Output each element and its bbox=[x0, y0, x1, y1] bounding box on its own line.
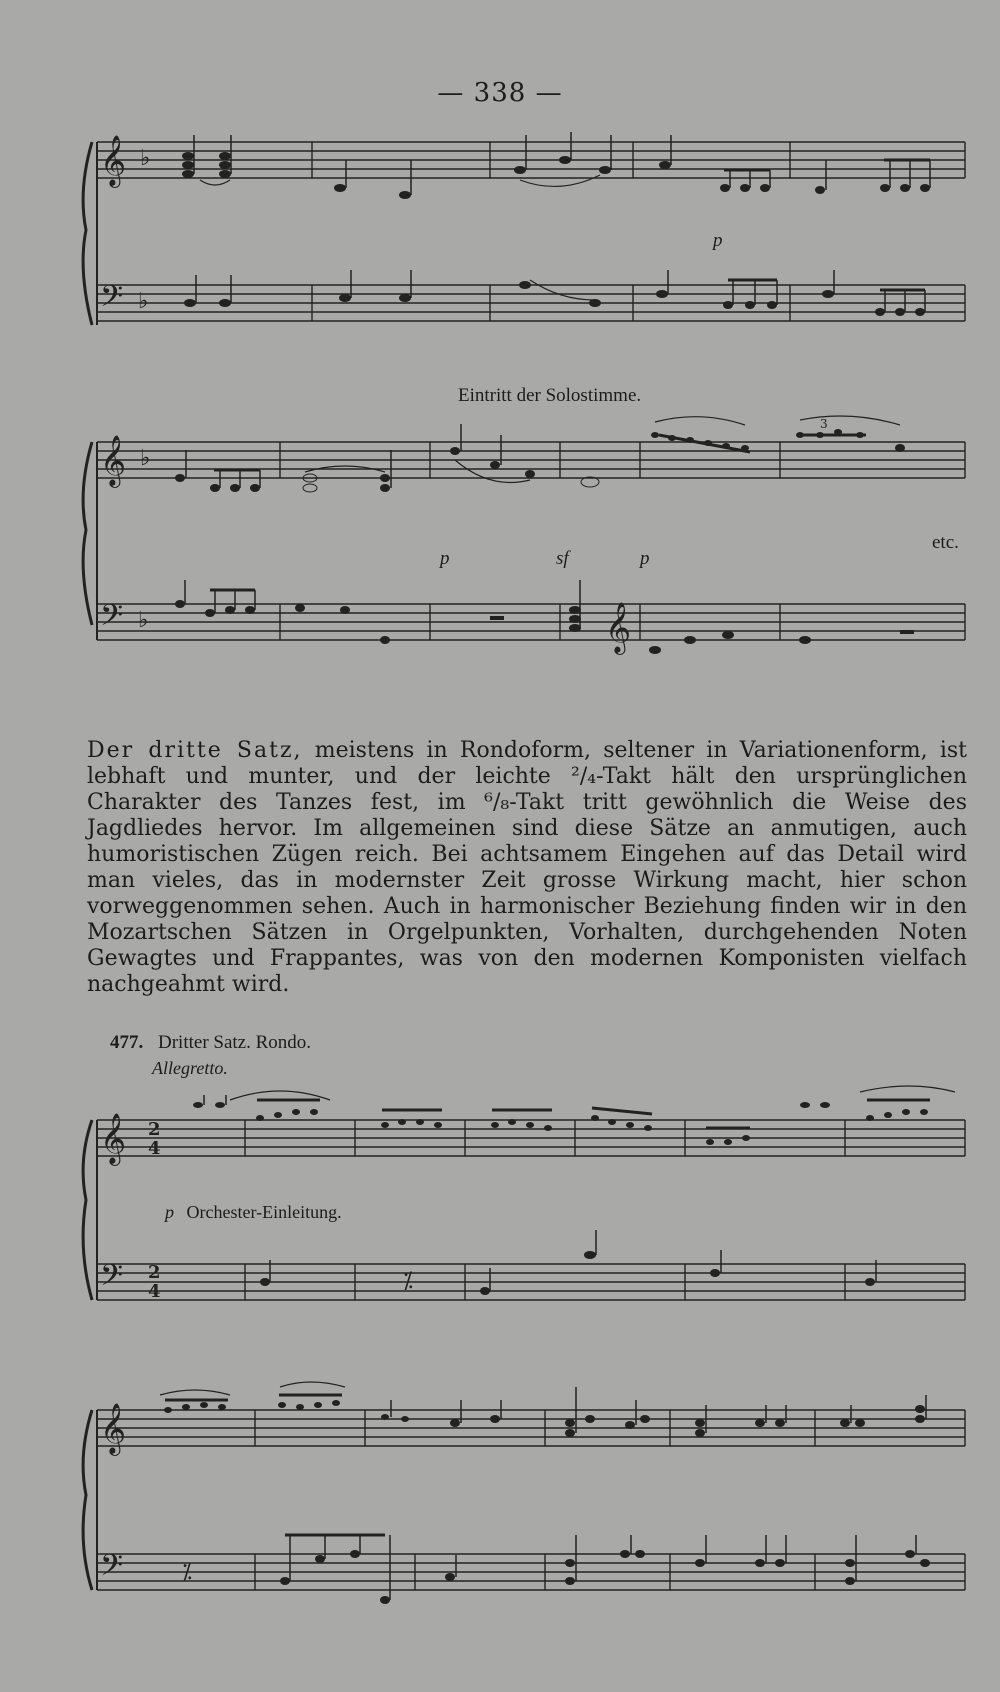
tempo-marking: Allegretto. bbox=[152, 1058, 228, 1078]
svg-text:⁒: ⁒ bbox=[403, 1269, 413, 1294]
score-system-4-svg bbox=[0, 1395, 1000, 1605]
dynamic-p-1: p bbox=[713, 230, 723, 251]
paragraph-text: meistens in Rondoform, seltener in Variationenform, ist lebhaft und munter, und der leichte ²/₄-Takt hält den ursprünglichen Charakter des Tanzes fest, im ⁶/₈-Takt tritt gewöhnlich die Weise des Jagdliedes hervor. Im allgemeinen sind diese Sätze an anmutigen, auch humoristischen Zügen reich. Bei achtsamem Eingehen auf das Detail wird man vieles, das in modernster Zeit grosse Wirkung macht, hier schon vorweggenommen sehen. Auch in harmonischer Beziehung finden wir in den Mozartschen Sätzen in Orgelpunkten, Vorhalten, durchgehenden Noten Gewagtes und Frappantes, was von den modernen Komponisten vielfach nachgeahmt wird. bbox=[87, 738, 967, 997]
score-system-1-svg bbox=[0, 130, 1000, 350]
svg-text:𝄞: 𝄞 bbox=[100, 135, 127, 186]
svg-text:2: 2 bbox=[148, 1262, 161, 1283]
svg-text:4: 4 bbox=[148, 1138, 161, 1159]
music-system-1 bbox=[0, 130, 1000, 350]
svg-text:3: 3 bbox=[820, 417, 828, 431]
svg-text:𝄞: 𝄞 bbox=[100, 1113, 127, 1164]
svg-text:𝄞: 𝄞 bbox=[100, 1403, 127, 1454]
svg-text:𝄢: 𝄢 bbox=[100, 1259, 124, 1300]
svg-text:𝄢: 𝄢 bbox=[100, 280, 124, 321]
dynamic-p-4: p bbox=[165, 1202, 174, 1222]
music-system-3 bbox=[0, 1100, 1000, 1310]
music-system-4 bbox=[0, 1395, 1000, 1605]
caption-solo-entry: Eintritt der Solostimme. bbox=[458, 385, 642, 406]
music-system-2 bbox=[0, 417, 1000, 653]
body-paragraph bbox=[87, 738, 967, 998]
svg-text:2: 2 bbox=[148, 1119, 161, 1140]
paragraph-lead: Der dritte Satz, bbox=[87, 738, 303, 763]
svg-text:♭: ♭ bbox=[140, 146, 151, 171]
svg-text:𝄢: 𝄢 bbox=[100, 1549, 124, 1590]
svg-text:⁒: ⁒ bbox=[182, 1560, 192, 1585]
example-title: Dritter Satz. Rondo. bbox=[158, 1032, 312, 1053]
svg-text:𝄞: 𝄞 bbox=[605, 602, 632, 653]
svg-text:♭: ♭ bbox=[140, 446, 151, 471]
dynamic-sf: sf bbox=[556, 548, 569, 569]
dynamic-p-3: p bbox=[640, 548, 650, 569]
etc-label: etc. bbox=[932, 532, 959, 553]
orchestra-intro-text: Orchester-Einleitung. bbox=[186, 1202, 342, 1222]
svg-text:4: 4 bbox=[148, 1281, 161, 1302]
svg-text:𝄞: 𝄞 bbox=[100, 435, 127, 486]
example-heading bbox=[110, 1032, 311, 1054]
example-number: 477. bbox=[110, 1032, 144, 1053]
svg-text:♭: ♭ bbox=[138, 289, 149, 314]
orchestra-intro-label bbox=[165, 1202, 342, 1223]
dynamic-p-2: p bbox=[440, 548, 450, 569]
page-number: — 338 — bbox=[437, 78, 563, 108]
score-system-2-svg bbox=[0, 417, 1000, 653]
svg-text:♭: ♭ bbox=[138, 608, 149, 633]
svg-text:𝄢: 𝄢 bbox=[100, 599, 124, 640]
score-system-3-svg bbox=[0, 1100, 1000, 1310]
